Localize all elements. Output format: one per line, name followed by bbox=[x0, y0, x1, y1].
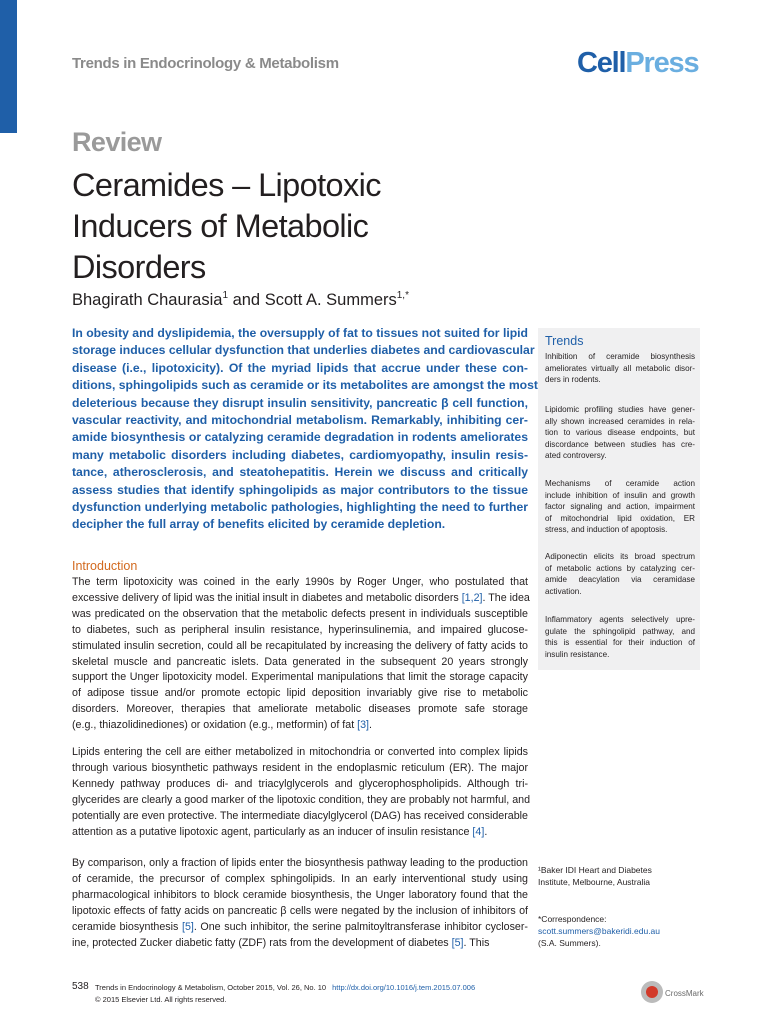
logo-cell-text: Cell bbox=[577, 47, 626, 79]
text-line bbox=[72, 607, 528, 623]
trend-line: gulate the sphingolipid pathway, and bbox=[545, 626, 695, 636]
text-fragment: through various biosynthetic pathways resident in the endoplasmic reticulum (ER). The major bbox=[72, 761, 528, 774]
author-name: and Scott A. Summers bbox=[228, 291, 397, 309]
text-fragment: (e.g., thiazolidinediones) or oxidation (e.g., metformin) of fat bbox=[72, 719, 358, 732]
text-fragment: attention as a putative lipotoxic agent, particularly as an inducer of insulin resistance bbox=[72, 825, 473, 838]
article-title bbox=[72, 165, 492, 288]
cellpress-logo bbox=[577, 47, 698, 80]
footer-citation: Trends in Endocrinology & Metabolism, October 2015, Vol. 26, No. 10 bbox=[95, 983, 327, 992]
correspondence-label: *Correspondence: bbox=[538, 914, 607, 924]
crossmark-label[interactable]: CrossMark bbox=[665, 989, 704, 998]
abstract-line: deleterious because they disrupt insulin sensitivity, pancreatic β cell function, bbox=[72, 395, 528, 410]
text-fragment: By comparison, only a fraction of lipids enter the biosynthesis pathway leading to the production bbox=[72, 857, 528, 869]
title-line: Ceramides – Lipotoxic bbox=[72, 167, 381, 203]
abstract-line: decipher the full array of benefits elicited by ceramide depletion. bbox=[72, 517, 446, 532]
title-line: Inducers of Metabolic bbox=[72, 208, 369, 244]
author-list bbox=[72, 291, 409, 310]
trend-item bbox=[545, 404, 695, 462]
abstract-line: assess studies that identify sphingolipids as major contributors to the tissue bbox=[72, 482, 528, 497]
text-line bbox=[72, 936, 528, 952]
trend-line: of mitochondrial lipid oxidation, ER bbox=[545, 513, 695, 523]
author-affiliation-mark: 1,* bbox=[396, 290, 409, 301]
text-fragment: . The idea bbox=[482, 591, 530, 604]
body-paragraph-1 bbox=[72, 575, 528, 734]
title-line: Disorders bbox=[72, 249, 206, 285]
text-line bbox=[72, 793, 531, 809]
trend-item bbox=[545, 551, 695, 597]
text-line bbox=[72, 591, 528, 607]
text-line bbox=[72, 761, 528, 777]
author-name: Bhagirath Chaurasia bbox=[72, 291, 223, 309]
text-line bbox=[72, 575, 528, 591]
text-fragment: ine, protected Zucker diabetic fatty (ZDF) rats from the development of diabetes bbox=[72, 936, 452, 949]
abstract-line: disease (i.e., lipotoxicity). Of the myriad lipids that accrue under these con- bbox=[72, 360, 528, 375]
abstract-line: ditions, sphingolipids such as ceramide or its metabolites are amongst the most bbox=[72, 378, 538, 393]
abstract-line: amide biosynthesis or catalyzing ceramide degradation in rodents ameliorates bbox=[72, 430, 528, 445]
trend-line: ameliorates virtually all metabolic disor- bbox=[545, 363, 695, 373]
text-line bbox=[72, 777, 528, 793]
abstract-line: vascular reactivity, and mitochondrial metabolism. Remarkably, inhibiting cer- bbox=[72, 413, 528, 428]
crossmark-icon[interactable] bbox=[641, 981, 663, 1003]
trend-line: this is essential for their induction of bbox=[545, 638, 695, 648]
trend-line: discordance between studies has cre- bbox=[545, 439, 695, 449]
text-fragment: . One such inhibitor, the serine palmitoyltransferase inhibitor cycloser- bbox=[193, 920, 528, 933]
doi-link[interactable]: http://dx.doi.org/10.1016/j.tem.2015.07.006 bbox=[332, 983, 476, 992]
text-fragment: ceramide biosynthesis bbox=[72, 920, 182, 933]
trend-line: Adiponectin elicits its broad spectrum bbox=[545, 552, 695, 561]
trend-item bbox=[545, 478, 695, 536]
trends-heading: Trends bbox=[545, 334, 584, 348]
text-fragment: Lipids entering the cell are either metabolized in mitochondria or converted into complex lipids bbox=[72, 746, 528, 758]
trend-line: amide deacylation via ceramidase bbox=[545, 575, 695, 585]
page-number: 538 bbox=[72, 981, 89, 992]
text-fragment: skeletal muscle and pancreatic islets. Data generated in the subsequent 20 years strongly bbox=[72, 655, 528, 668]
footer-citation-line bbox=[95, 983, 475, 992]
correspondence-email-link[interactable]: scott.summers@bakeridi.edu.au bbox=[538, 926, 661, 936]
trend-item bbox=[545, 614, 695, 660]
text-line bbox=[72, 655, 528, 671]
text-fragment: was predicated on the observation that the metabolic defects present in individuals susceptible bbox=[72, 607, 528, 620]
body-paragraph-3 bbox=[72, 856, 528, 951]
footer-copyright: © 2015 Elsevier Ltd. All rights reserved. bbox=[95, 995, 227, 1004]
trend-item bbox=[545, 351, 695, 386]
text-fragment: lipotoxic effects of fatty acids on pancreatic β cells were negated by the inclusion of inhibitors of bbox=[72, 904, 528, 917]
text-fragment: support the Unger lipotoxicity model. Experimental manipulations that limit the storage capacity bbox=[72, 671, 528, 684]
logo-press-text: Press bbox=[625, 47, 699, 79]
text-line bbox=[72, 639, 528, 655]
text-line bbox=[72, 904, 528, 920]
text-fragment: disorders. Moreover, therapies that ameliorate metabolic diseases promote safe storage bbox=[72, 703, 528, 716]
abstract-line: dysfunction underlying metabolic pathologies, highlighting the need to further bbox=[72, 500, 528, 515]
trend-line: Inhibition of ceramide biosynthesis bbox=[545, 352, 695, 361]
reference-link[interactable]: [5] bbox=[181, 920, 194, 933]
text-fragment: of ceramide, the precursor of complex sphingolipids. In an early interventional study using bbox=[72, 872, 528, 885]
abstract-line: In obesity and dyslipidemia, the oversupply of fat to tissues not suited for lipid bbox=[72, 326, 528, 340]
text-fragment: to diabetes, such as peripheral insulin resistance, hyperinsulinemia, and impaired glucose- bbox=[72, 623, 528, 636]
text-fragment: The term lipotoxicity was coined in the early 1990s by Roger Unger, who postulated that bbox=[72, 576, 528, 588]
text-line bbox=[72, 745, 528, 761]
reference-link[interactable]: [3] bbox=[357, 719, 370, 732]
trend-line: ally shown increased ceramides in rela- bbox=[545, 416, 695, 426]
author-affiliation-mark: 1 bbox=[222, 290, 228, 301]
reference-link[interactable]: [1,2] bbox=[461, 591, 483, 604]
trend-line: ated controversy. bbox=[545, 451, 607, 461]
text-fragment: . bbox=[484, 825, 488, 838]
affiliation-line: Institute, Melbourne, Australia bbox=[538, 877, 650, 887]
text-fragment: pharmacological inhibitors to block ceramide biosynthesis, the Unger laboratory found that the bbox=[72, 888, 528, 901]
text-line bbox=[72, 670, 528, 686]
trend-line: insulin resistance. bbox=[545, 649, 610, 659]
text-line bbox=[72, 825, 528, 841]
trend-line: Mechanisms of ceramide action bbox=[545, 479, 695, 488]
section-heading-introduction: Introduction bbox=[72, 559, 138, 573]
abstract bbox=[72, 325, 538, 534]
text-fragment: . bbox=[369, 719, 373, 732]
text-fragment: stimulated insulin secretion, could all be recapitulated by increasing the delivery of fatty acids to bbox=[72, 639, 528, 652]
text-fragment: potentially are even protective. The intermediate diacylglycerol (DAG) has received considerable bbox=[72, 809, 528, 822]
trend-line: stress, and induction of apoptosis. bbox=[545, 525, 668, 535]
body-paragraph-2 bbox=[72, 745, 531, 840]
trend-line: Inflammatory agents selectively upre- bbox=[545, 615, 695, 624]
text-fragment: glycerides are clearly a good marker of the lipotoxic condition, they are probably not harmful, and bbox=[72, 793, 531, 806]
abstract-line: many metabolic disorders including diabetes, cardiomyopathy, insulin resis- bbox=[72, 447, 528, 462]
trend-line: tion to various disease endpoints, but bbox=[545, 428, 695, 438]
correspondence bbox=[538, 913, 660, 949]
trend-line: activation. bbox=[545, 586, 582, 596]
text-line bbox=[72, 920, 528, 936]
reference-link[interactable]: [4] bbox=[472, 825, 485, 838]
trend-line: ders in rodents. bbox=[545, 375, 601, 385]
text-fragment: . This bbox=[463, 936, 490, 949]
abstract-line: storage induces cellular dysfunction that underlies diabetes and cardiovascular bbox=[72, 343, 535, 358]
text-line bbox=[72, 702, 528, 718]
text-fragment: of adipose tissue and/or promote ectopic lipid deposition invariably give rise to metabolic bbox=[72, 687, 528, 700]
abstract-line: tance, atherosclerosis, and steatohepatitis. Herein we discuss and critically bbox=[72, 465, 528, 480]
text-fragment: excessive delivery of lipid was the initial insult in diabetes and metabolic disorders bbox=[72, 591, 462, 604]
text-line bbox=[72, 718, 528, 734]
article-type: Review bbox=[72, 127, 162, 157]
trend-line: Lipidomic profiling studies have gener- bbox=[545, 405, 695, 414]
reference-link[interactable]: [5] bbox=[451, 936, 464, 949]
trend-line: factor signaling and action, impairment bbox=[545, 502, 695, 512]
journal-name: Trends in Endocrinology & Metabolism bbox=[72, 55, 339, 72]
affiliation-line: ¹Baker IDI Heart and Diabetes bbox=[538, 865, 652, 875]
journal-color-bar bbox=[0, 0, 17, 133]
trend-line: of metabolic actions by catalyzing cer- bbox=[545, 563, 695, 573]
text-line bbox=[72, 872, 528, 888]
text-fragment: Kennedy pathway produces di- and triacylglycerols and glycerophospholipids. Although tri- bbox=[72, 777, 528, 790]
text-line bbox=[72, 623, 528, 639]
text-line bbox=[72, 888, 528, 904]
text-line bbox=[72, 856, 528, 872]
trend-line: include inhibition of insulin and growth bbox=[545, 490, 695, 500]
text-line bbox=[72, 686, 528, 702]
affiliation bbox=[538, 864, 652, 888]
correspondence-name: (S.A. Summers). bbox=[538, 938, 601, 948]
text-line bbox=[72, 809, 528, 825]
